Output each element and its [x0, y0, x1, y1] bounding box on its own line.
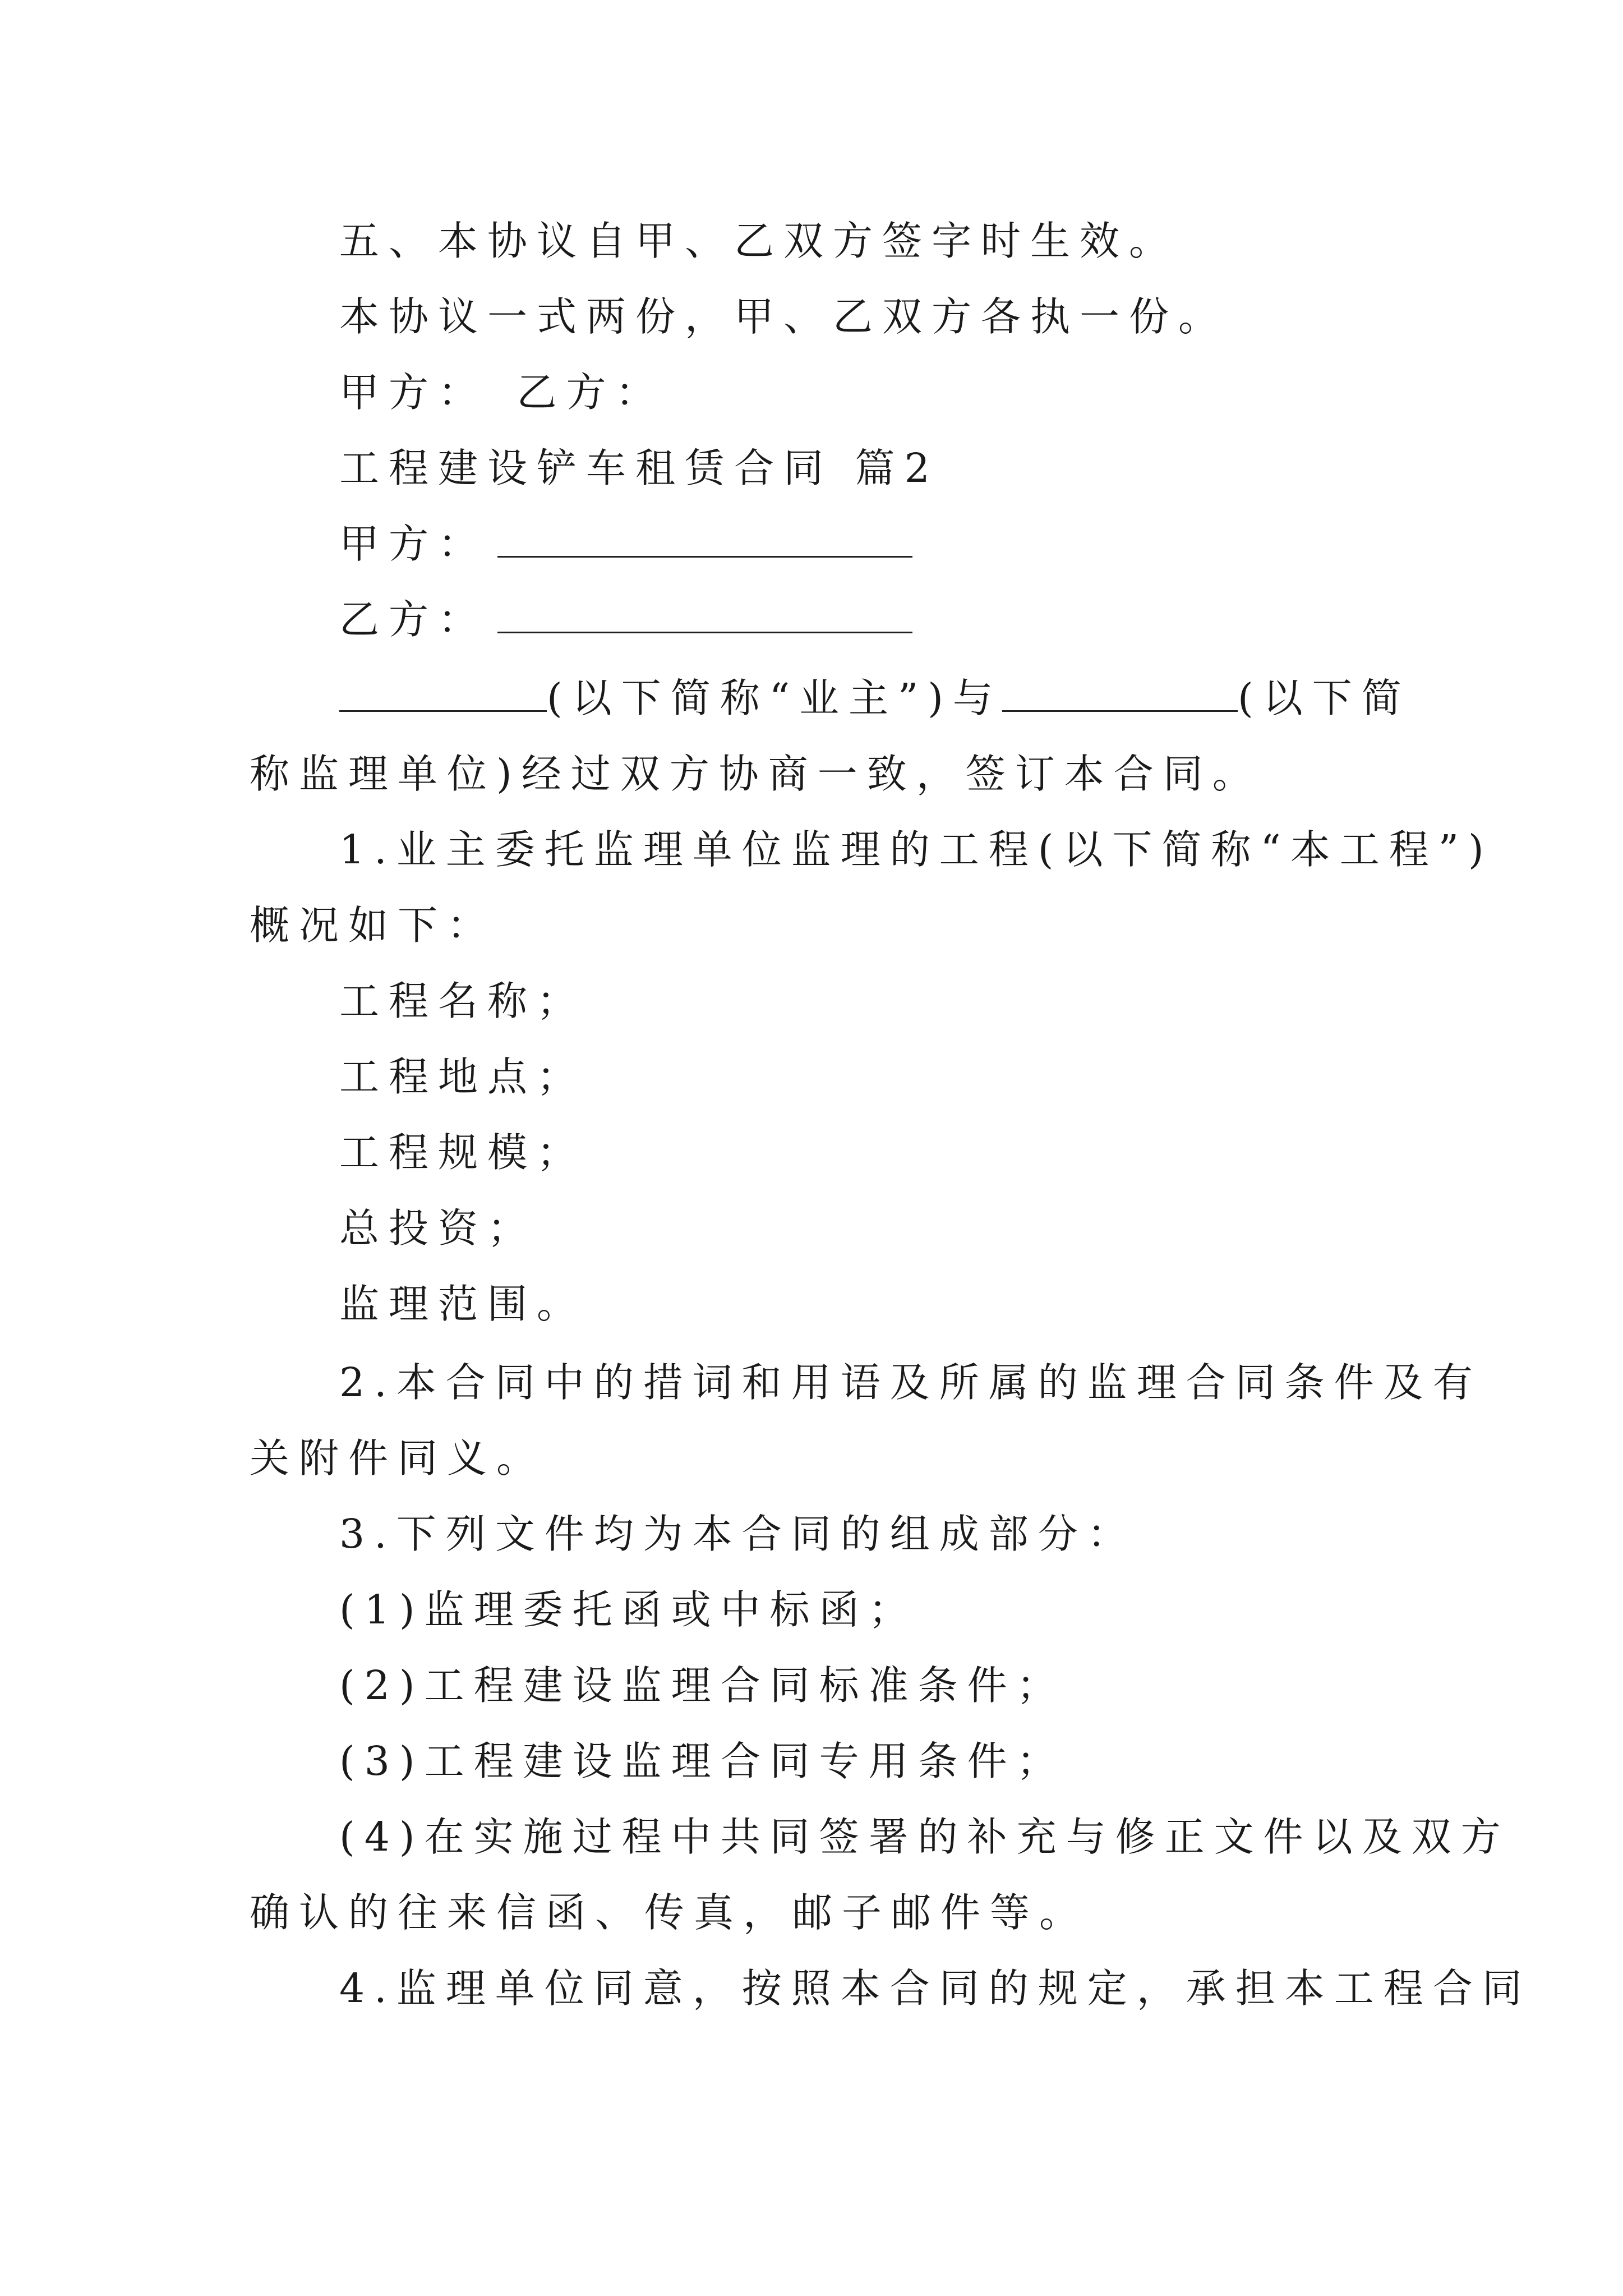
signature-parties — [339, 367, 1472, 418]
text: 工程规模； — [339, 1129, 587, 1176]
party-b-label: 乙方： — [339, 596, 488, 643]
clause-3-item-4-cont — [250, 1888, 1382, 1938]
contract-title — [339, 443, 1472, 494]
text: (以下简 — [1238, 675, 1411, 721]
text: 关附件同义。 — [250, 1435, 546, 1481]
party-b-blank[interactable] — [497, 598, 912, 633]
preamble-line-1 — [339, 673, 1472, 724]
clause-3 — [339, 1509, 1472, 1559]
clause-3-item-1 — [339, 1585, 1472, 1635]
text: 工程名称； — [339, 978, 587, 1024]
copies-clause — [339, 292, 1472, 342]
text: (2)工程建设监理合同标准条件； — [339, 1662, 1066, 1709]
text: 确认的往来信函、传真，邮子邮件等。 — [250, 1889, 1089, 1936]
text: (1)监理委托函或中标函； — [339, 1586, 918, 1633]
text: 总投资； — [339, 1205, 537, 1251]
text: (4)在实施过程中共同签署的补充与修正文件以及双方 — [339, 1814, 1510, 1860]
text: 1.业主委托监理单位监理的工程(以下简称“本工程”) — [339, 826, 1493, 873]
party-b-line — [339, 595, 1472, 645]
owner-name-blank[interactable] — [339, 677, 547, 712]
total-investment-item — [339, 1203, 1472, 1254]
project-location-item — [339, 1052, 1472, 1102]
text: 甲方： 乙方： — [339, 369, 665, 416]
project-name-item — [339, 976, 1472, 1027]
party-a-label: 甲方： — [339, 521, 488, 567]
text: (以下简称“业主”)与 — [547, 675, 1002, 721]
text: 称监理单位)经过双方协商一致，签订本合同。 — [250, 751, 1262, 797]
project-scale-item — [339, 1128, 1472, 1178]
text: 监理范围。 — [339, 1281, 587, 1327]
clause-3-item-3 — [339, 1736, 1472, 1787]
text: 五、本协议自甲、乙双方签字时生效。 — [339, 218, 1179, 264]
supervision-scope-item — [339, 1279, 1472, 1329]
clause-5-effective — [339, 216, 1472, 266]
text: 概况如下： — [250, 902, 497, 949]
supervisor-name-blank[interactable] — [1002, 677, 1238, 712]
text: 2.本合同中的措词和用语及所属的监理合同条件及有 — [339, 1359, 1482, 1406]
text: 3.下列文件均为本合同的组成部分： — [339, 1511, 1137, 1557]
clause-3-item-4 — [339, 1812, 1510, 1862]
clause-3-item-2 — [339, 1660, 1472, 1711]
clause-1-cont — [250, 900, 1382, 951]
text: 工程建设铲车租赁合同 篇2 — [339, 445, 939, 491]
clause-2-cont — [250, 1433, 1382, 1484]
clause-2 — [339, 1358, 1482, 1408]
preamble-line-2 — [250, 749, 1382, 799]
party-a-blank[interactable] — [497, 522, 912, 558]
party-a-line — [339, 519, 1472, 569]
text: 4.监理单位同意，按照本合同的规定，承担本工程合同 — [339, 1965, 1532, 2012]
clause-4 — [339, 1963, 1532, 2014]
text: 本协议一式两份，甲、乙双方各执一份。 — [339, 293, 1228, 340]
clause-1 — [339, 825, 1493, 875]
text: (3)工程建设监理合同专用条件； — [339, 1738, 1066, 1784]
text: 工程地点； — [339, 1053, 587, 1100]
